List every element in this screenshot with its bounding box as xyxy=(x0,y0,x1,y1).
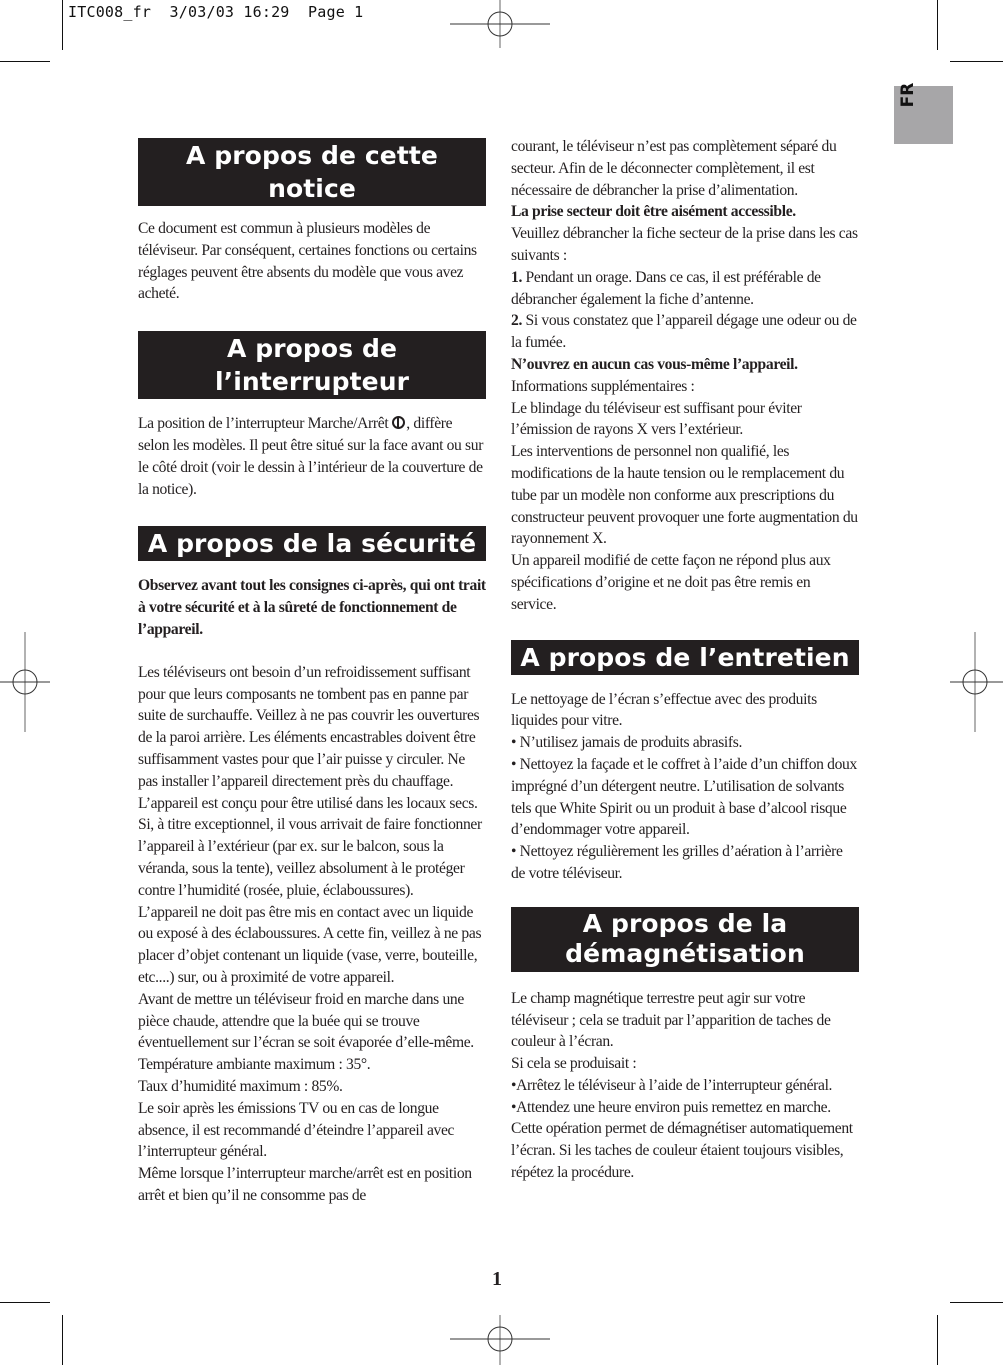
paragraph: Le blindage du téléviseur est suffisant pour éviter l’émission de rayons X vers l’extérieur. xyxy=(511,399,802,439)
language-tab xyxy=(894,82,953,144)
bullet-item: • Nettoyez régulièrement les grilles d’aération à l’arrière de votre téléviseur. xyxy=(511,843,843,882)
section-body-interrupteur xyxy=(138,413,486,500)
paragraph: Les interventions de personnel non qualifié, les modifications de la haute tension ou le remplacement du tube par un modèle non conforme aux prescriptions du constructeur peuvent provoquer une forte augmentation du rayonnement X. xyxy=(511,443,858,548)
section-heading-interrupteur: A propos de l’interrupteur xyxy=(138,331,486,399)
paragraph: Le soir après les émissions TV ou en cas de longue absence, il est recommandé d’éteindre l’appareil avec l’interrupteur général. xyxy=(138,1099,455,1161)
bullet-item: •Arrêtez le téléviseur à l’aide de l’interrupteur général. xyxy=(511,1076,833,1094)
paragraph: Température ambiante maximum : 35°. xyxy=(138,1056,371,1074)
paragraph: Le champ magnétique terrestre peut agir sur votre téléviseur ; cela se traduit par l’apparition de taches de couleur à l’écran. xyxy=(511,989,831,1051)
power-switch-icon xyxy=(392,416,405,429)
section-heading-notice: A propos de cette notice xyxy=(138,138,486,206)
bullet-item: • N’utilisez jamais de produits abrasifs. xyxy=(511,734,743,752)
paragraph: Cette opération permet de démagnétiser automatiquement l’écran. Si les taches de couleur étaient toujours visibles, répétez la procédure. xyxy=(511,1120,853,1182)
paragraph: Informations supplémentaires : xyxy=(511,377,695,395)
registration-mark-icon xyxy=(0,632,50,732)
paragraph: Les téléviseurs ont besoin d’un refroidissement suffisant pour que leurs composants ne tombent pas en panne par suite de surchauffe. Veillez à ne pas couvrir les ouvertures de la paroi arrière. Les éléments encastrables doivent être suffisamment vastes pour que l’air puisse y circuler. Ne pas installer l’appareil directement près du chauffage. xyxy=(138,663,480,790)
section-body-entretien xyxy=(511,689,859,885)
print-slug: ITC008_fr 3/03/03 16:29 Page 1 xyxy=(68,3,364,21)
left-column xyxy=(138,138,486,1207)
bullet-item: • Nettoyez la façade et le coffret à l’aide d’un chiffon doux imprégné d’un détergent neutre. L’utilisation de solvants tels que White Spirit ou un produit à base d’alcool risque d’endommager votre appareil. xyxy=(511,755,857,839)
paragraph: Veuillez débrancher la fiche secteur de la prise dans les cas suivants : xyxy=(511,225,858,264)
paragraph: L’appareil est conçu pour être utilisé dans les locaux secs. Si, à titre exceptionnel, il vous arrivait de faire fonctionner l’appareil à l’extérieur (par ex. sur le balcon, sous la véranda, sous la tente), veillez absolument à le protéger contre l’humidité (rosée, pluie, éclaboussures). xyxy=(138,794,482,899)
section-body-demagnetisation xyxy=(511,988,859,1184)
bullet-item: •Attendez une heure environ puis remettez en marche. xyxy=(511,1098,831,1116)
paragraph: La position de l’interrupteur Marche/Arrêt , diffère selon les modèles. Il peut être situé sur la face avant ou sur le côté droit (voir le dessin à l’intérieur de la couverture de la notice). xyxy=(138,415,484,498)
page-number: 1 xyxy=(492,1268,502,1290)
right-column xyxy=(511,136,859,1184)
section-body-notice xyxy=(138,218,486,305)
section-heading-securite: A propos de la sécurité xyxy=(138,526,486,561)
paragraph: Avant de mettre un téléviseur froid en marche dans une pièce chaude, attendre que la buée qui se trouve éventuellement sur l’écran se soit évaporée d’elle-même. xyxy=(138,990,474,1052)
paragraph: Taux d’humidité maximum : 85%. xyxy=(138,1077,343,1095)
registration-mark-icon xyxy=(450,1315,550,1365)
section-body-securite-continued xyxy=(511,136,859,616)
crop-mark xyxy=(0,61,50,62)
section-heading-entretien: A propos de l’entretien xyxy=(511,640,859,675)
numbered-item: 1. Pendant un orage. Dans ce cas, il est préférable de débrancher également la fiche d’antenne. xyxy=(511,268,821,308)
crop-mark xyxy=(62,1315,63,1365)
warning-text: N’ouvrez en aucun cas vous-même l’appareil. xyxy=(511,355,798,373)
safety-intro: Observez avant tout les consignes ci-après, qui ont trait à votre sécurité et à la sûreté de fonctionnement de l’appareil. xyxy=(138,577,486,638)
language-tab-label: FR xyxy=(898,82,918,108)
paragraph: Si cela se produisait : xyxy=(511,1055,637,1073)
crop-mark xyxy=(937,0,938,50)
crop-mark xyxy=(62,0,63,50)
paragraph: courant, le téléviseur n’est pas complètement séparé du secteur. Afin de le déconnecter complètement, il est nécessaire de débrancher la prise d’alimentation. xyxy=(511,138,837,199)
paragraph: Ce document est commun à plusieurs modèles de téléviseur. Par conséquent, certaines fonctions ou certains réglages peuvent être absents du modèle que vous avez acheté. xyxy=(138,220,477,303)
warning-text: La prise secteur doit être aisément accessible. xyxy=(511,203,796,221)
registration-mark-icon xyxy=(450,0,550,50)
crop-mark xyxy=(0,1302,50,1303)
crop-mark xyxy=(937,1315,938,1365)
registration-mark-icon xyxy=(950,632,1003,732)
crop-mark xyxy=(950,1302,1003,1303)
section-body-securite xyxy=(138,575,486,1206)
paragraph: Le nettoyage de l’écran s’effectue avec des produits liquides pour vitre. xyxy=(511,690,817,730)
crop-mark xyxy=(950,61,1003,62)
paragraph: Même lorsque l’interrupteur marche/arrêt est en position arrêt et bien qu’il ne consomme pas de xyxy=(138,1165,472,1204)
section-heading-demagnetisation: A propos de la démagnétisation xyxy=(511,907,859,972)
numbered-item: 2. Si vous constatez que l’appareil dégage une odeur ou de la fumée. xyxy=(511,312,857,352)
paragraph: Un appareil modifié de cette façon ne répond plus aux spécifications d’origine et ne doit pas être remis en service. xyxy=(511,552,831,613)
paragraph: L’appareil ne doit pas être mis en contact avec un liquide ou exposé à des éclaboussures. A cette fin, veillez à ne pas placer d’objet contenant un liquide (vase, verre, bouteille, etc....) sur, ou à proximité de votre appareil. xyxy=(138,903,482,986)
